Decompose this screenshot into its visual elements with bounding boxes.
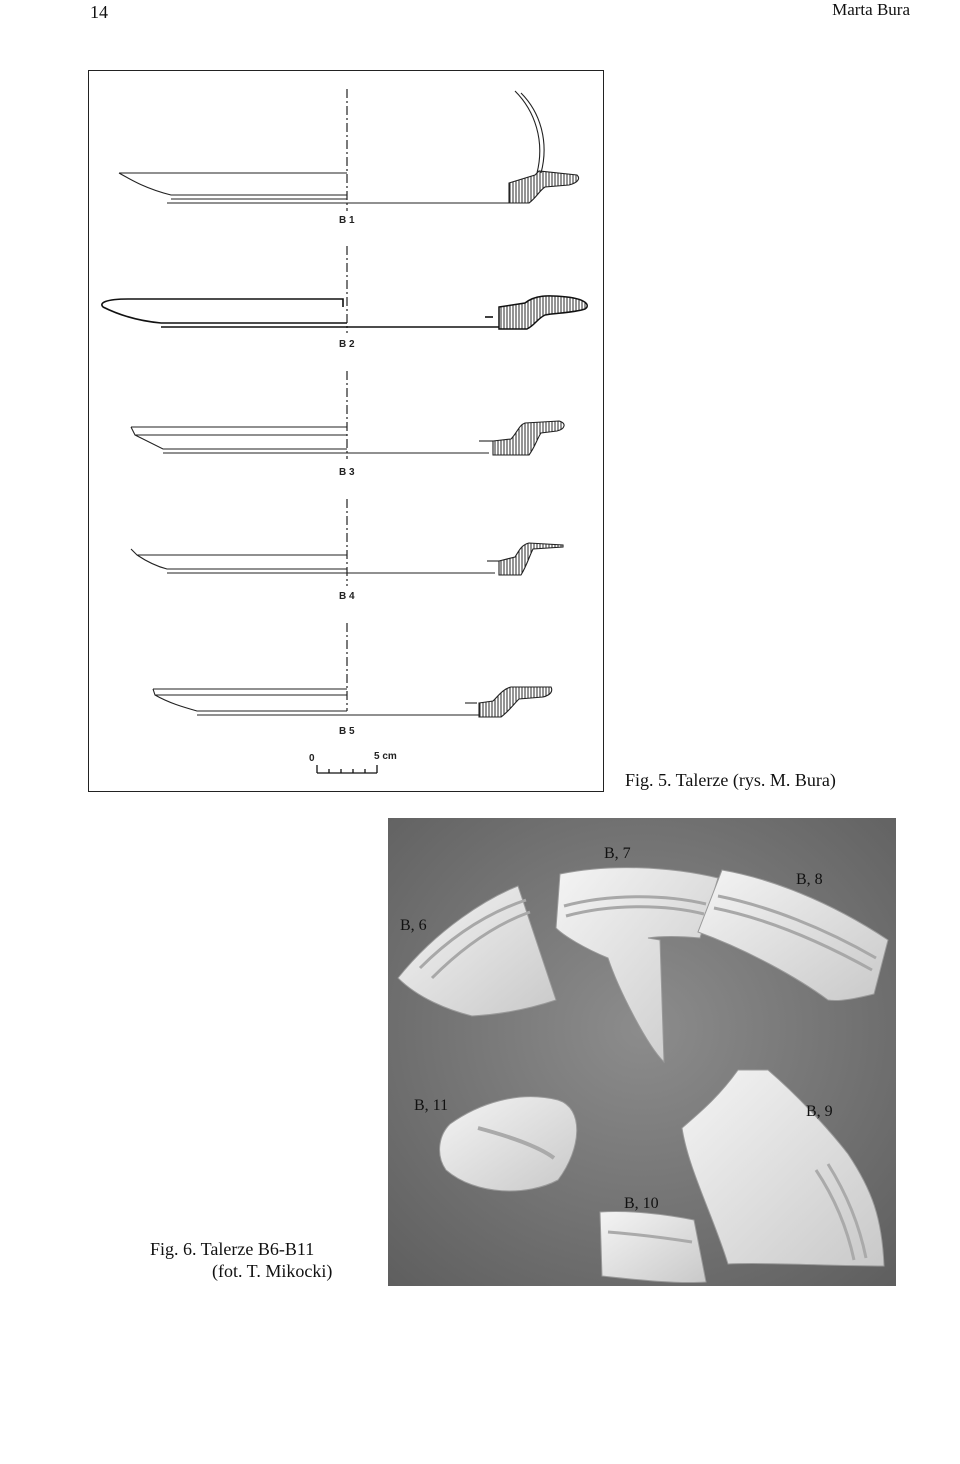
profile-b4 bbox=[131, 549, 499, 573]
profile-b5 bbox=[153, 689, 479, 715]
profile-label-b5: B 5 bbox=[339, 726, 355, 737]
profile-b3 bbox=[131, 427, 493, 453]
figure-5-caption: Fig. 5. Talerze (rys. M. Bura) bbox=[625, 770, 836, 790]
fragment-b10 bbox=[600, 1211, 706, 1282]
profile-b1 bbox=[119, 91, 544, 203]
section-b4 bbox=[499, 543, 563, 575]
fragment-label-b6: B, 6 bbox=[400, 917, 427, 934]
scale-start-label: 0 bbox=[309, 753, 315, 764]
section-b1 bbox=[509, 171, 579, 203]
figure-6-caption-line2: (fot. T. Mikocki) bbox=[212, 1261, 333, 1281]
figure-6-caption bbox=[150, 1238, 332, 1282]
fragment-label-b8: B, 8 bbox=[796, 871, 823, 888]
figure-6-caption-line1: Fig. 6. Talerze B6-B11 bbox=[150, 1239, 315, 1259]
fragment-label-b7: B, 7 bbox=[604, 845, 631, 862]
profile-label-b4: B 4 bbox=[339, 591, 355, 602]
scale-bar bbox=[317, 765, 377, 773]
scale-end-label: 5 cm bbox=[374, 751, 397, 762]
profile-label-b3: B 3 bbox=[339, 467, 355, 478]
fragment-label-b11: B, 11 bbox=[414, 1097, 449, 1114]
section-b3 bbox=[493, 421, 564, 455]
page-number: 14 bbox=[90, 2, 108, 22]
profile-b2 bbox=[102, 299, 499, 327]
section-b5 bbox=[479, 687, 552, 717]
fragment-label-b9: B, 9 bbox=[806, 1103, 833, 1120]
profile-label-b2: B 2 bbox=[339, 339, 355, 350]
running-head-author: Marta Bura bbox=[832, 0, 910, 19]
figure-6-photo bbox=[388, 818, 896, 1286]
profile-label-b1: B 1 bbox=[339, 215, 355, 226]
section-b2 bbox=[499, 296, 587, 329]
figure-5-drawing bbox=[88, 70, 604, 792]
fragment-label-b10: B, 10 bbox=[624, 1195, 659, 1212]
